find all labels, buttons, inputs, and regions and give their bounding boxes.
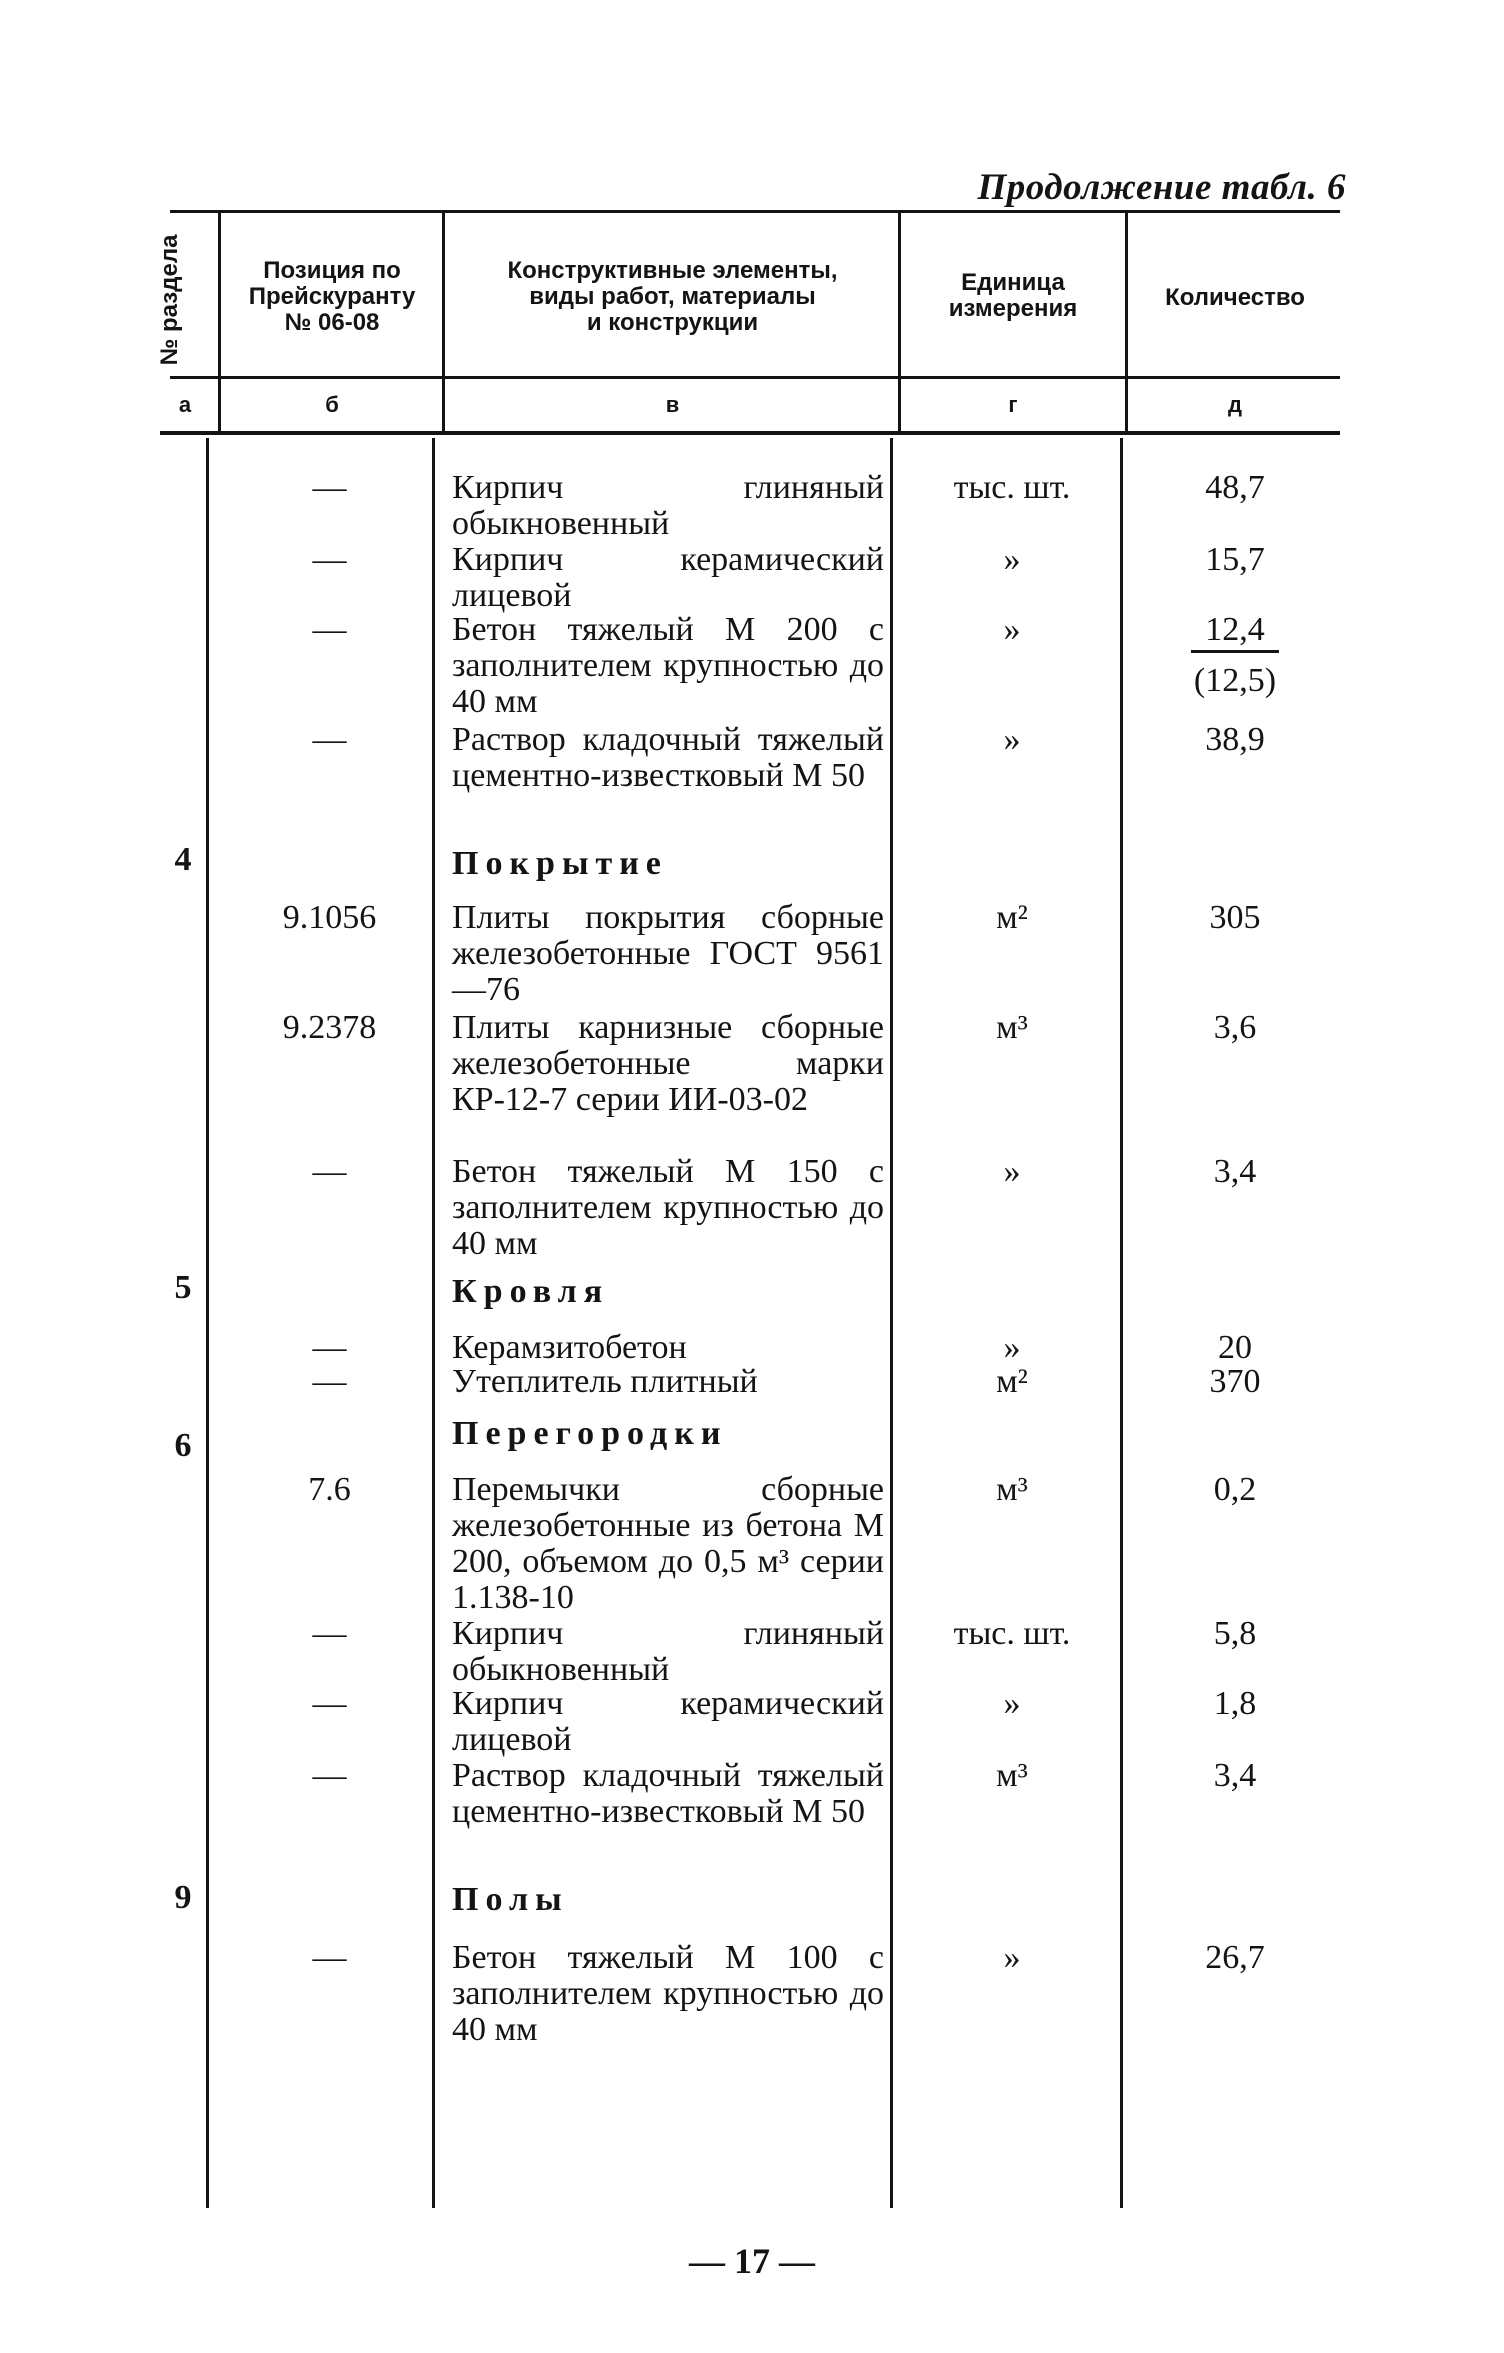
position-cell: — [312,721,347,758]
section-heading: Кровля [452,1273,610,1310]
column-letter-b: б [325,392,339,417]
quantity-cell: 0,2 [1213,1471,1257,1508]
position-cell: — [312,611,347,648]
description-cell: Бетон тяжелый М 150 с заполнителем крупностью до 40 мм [452,1153,884,1262]
position-cell: — [312,469,347,506]
header-unit: Единица измерения [948,269,1078,322]
quantity-alt-value: (12,5) [1193,662,1277,699]
unit-cell: » [1003,1153,1021,1190]
section-heading: Перегородки [452,1415,728,1452]
position-cell: — [312,1363,347,1400]
quantity-value: 12,4 [1191,612,1279,653]
unit-cell: » [1003,611,1021,648]
page-number: — 17 — [689,2241,815,2281]
unit-cell: тыс. шт. [953,469,1071,506]
quantity-cell: 305 [1209,899,1261,936]
column-letter-a: а [178,392,192,417]
position-cell: — [312,1685,347,1722]
header-bottom-rule [170,376,1340,379]
header-description: Конструктивные элементы, виды работ, материалы и конструкции [507,257,838,336]
section-number: 9 [174,1879,192,1916]
section-number: 4 [174,841,192,878]
column-rule-a-body [206,438,209,2208]
unit-cell: м² [996,1363,1028,1400]
quantity-cell [1135,612,1335,699]
header-quantity: Количество [1165,284,1305,311]
description-cell: Плиты карнизные сборные железобетонные марки КР-12-7 серии ИИ-03-02 [452,1009,884,1118]
quantity-cell: 38,9 [1205,721,1265,758]
position-cell: 9.2378 [282,1009,377,1046]
column-rule-b-body [432,438,435,2208]
column-rule-c-body [890,438,893,2208]
description-cell: Раствор кладочный тяжелый цементно-известковый М 50 [452,721,884,794]
quantity-cell: 26,7 [1205,1939,1265,1976]
position-cell: — [312,1757,347,1794]
quantity-cell: 370 [1209,1363,1261,1400]
letter-row-rule [160,431,1340,435]
position-cell: — [312,1939,347,1976]
description-cell: Кирпич глиняный обыкновенный [452,1615,884,1688]
quantity-cell: 3,6 [1213,1009,1257,1046]
quantity-cell: 3,4 [1213,1153,1257,1190]
unit-cell: » [1003,1329,1021,1366]
position-cell: 7.6 [308,1471,351,1508]
column-letter-g: г [1008,392,1018,417]
position-cell: — [312,1615,347,1652]
quantity-cell: 48,7 [1205,469,1265,506]
description-cell: Бетон тяжелый М 200 с заполнителем крупностью до 40 мм [452,611,884,720]
unit-cell: » [1003,1939,1021,1976]
quantity-cell: 3,4 [1213,1757,1257,1794]
section-number: 6 [174,1427,192,1464]
position-cell: 9.1056 [282,899,377,936]
unit-cell: » [1003,541,1021,578]
quantity-cell: 5,8 [1213,1615,1257,1652]
quantity-cell: 1,8 [1213,1685,1257,1722]
quantity-cell: 15,7 [1205,541,1265,578]
column-letter-d: д [1228,392,1242,417]
description-cell: Кирпич керамический лицевой [452,1685,884,1758]
column-rule-c [898,212,901,432]
header-position: Позиция по Прейскуранту № 06-08 [248,257,416,336]
description-cell: Плиты покрытия сборные железобетонные ГОСТ 9561—76 [452,899,884,1008]
column-rule-a [218,210,221,432]
description-cell: Кирпич керамический лицевой [452,541,884,614]
section-number: 5 [174,1269,192,1306]
unit-cell: м³ [996,1009,1028,1046]
section-heading: Покрытие [452,845,668,882]
position-cell: — [312,1329,347,1366]
description-cell: Раствор кладочный тяжелый цементно-известковый М 50 [452,1757,884,1830]
section-heading: Полы [452,1881,569,1918]
description-cell: Утеплитель плитный [452,1363,758,1400]
column-rule-d [1125,212,1128,432]
unit-cell: » [1003,1685,1021,1722]
description-cell: Бетон тяжелый М 100 с заполнителем крупностью до 40 мм [452,1939,884,2048]
column-rule-b [442,212,445,432]
description-cell: Кирпич глиняный обыкновенный [452,469,884,542]
unit-cell: м³ [996,1757,1028,1794]
description-cell: Керамзитобетон [452,1329,687,1366]
quantity-cell: 20 [1218,1329,1252,1366]
position-cell: — [312,541,347,578]
unit-cell: тыс. шт. [953,1615,1071,1652]
column-rule-d-body [1120,438,1123,2208]
header-section: № раздела [156,234,183,366]
unit-cell: м³ [996,1471,1028,1508]
table-top-rule [170,210,1340,213]
unit-cell: » [1003,721,1021,758]
description-cell: Перемычки сборные железобетонные из бетона М 200, объемом до 0,5 м³ серии 1.138-10 [452,1471,884,1616]
position-cell: — [312,1153,347,1190]
table-caption: Продолжение табл. 6 [977,167,1346,208]
column-letter-v: в [665,392,680,417]
unit-cell: м² [996,899,1028,936]
